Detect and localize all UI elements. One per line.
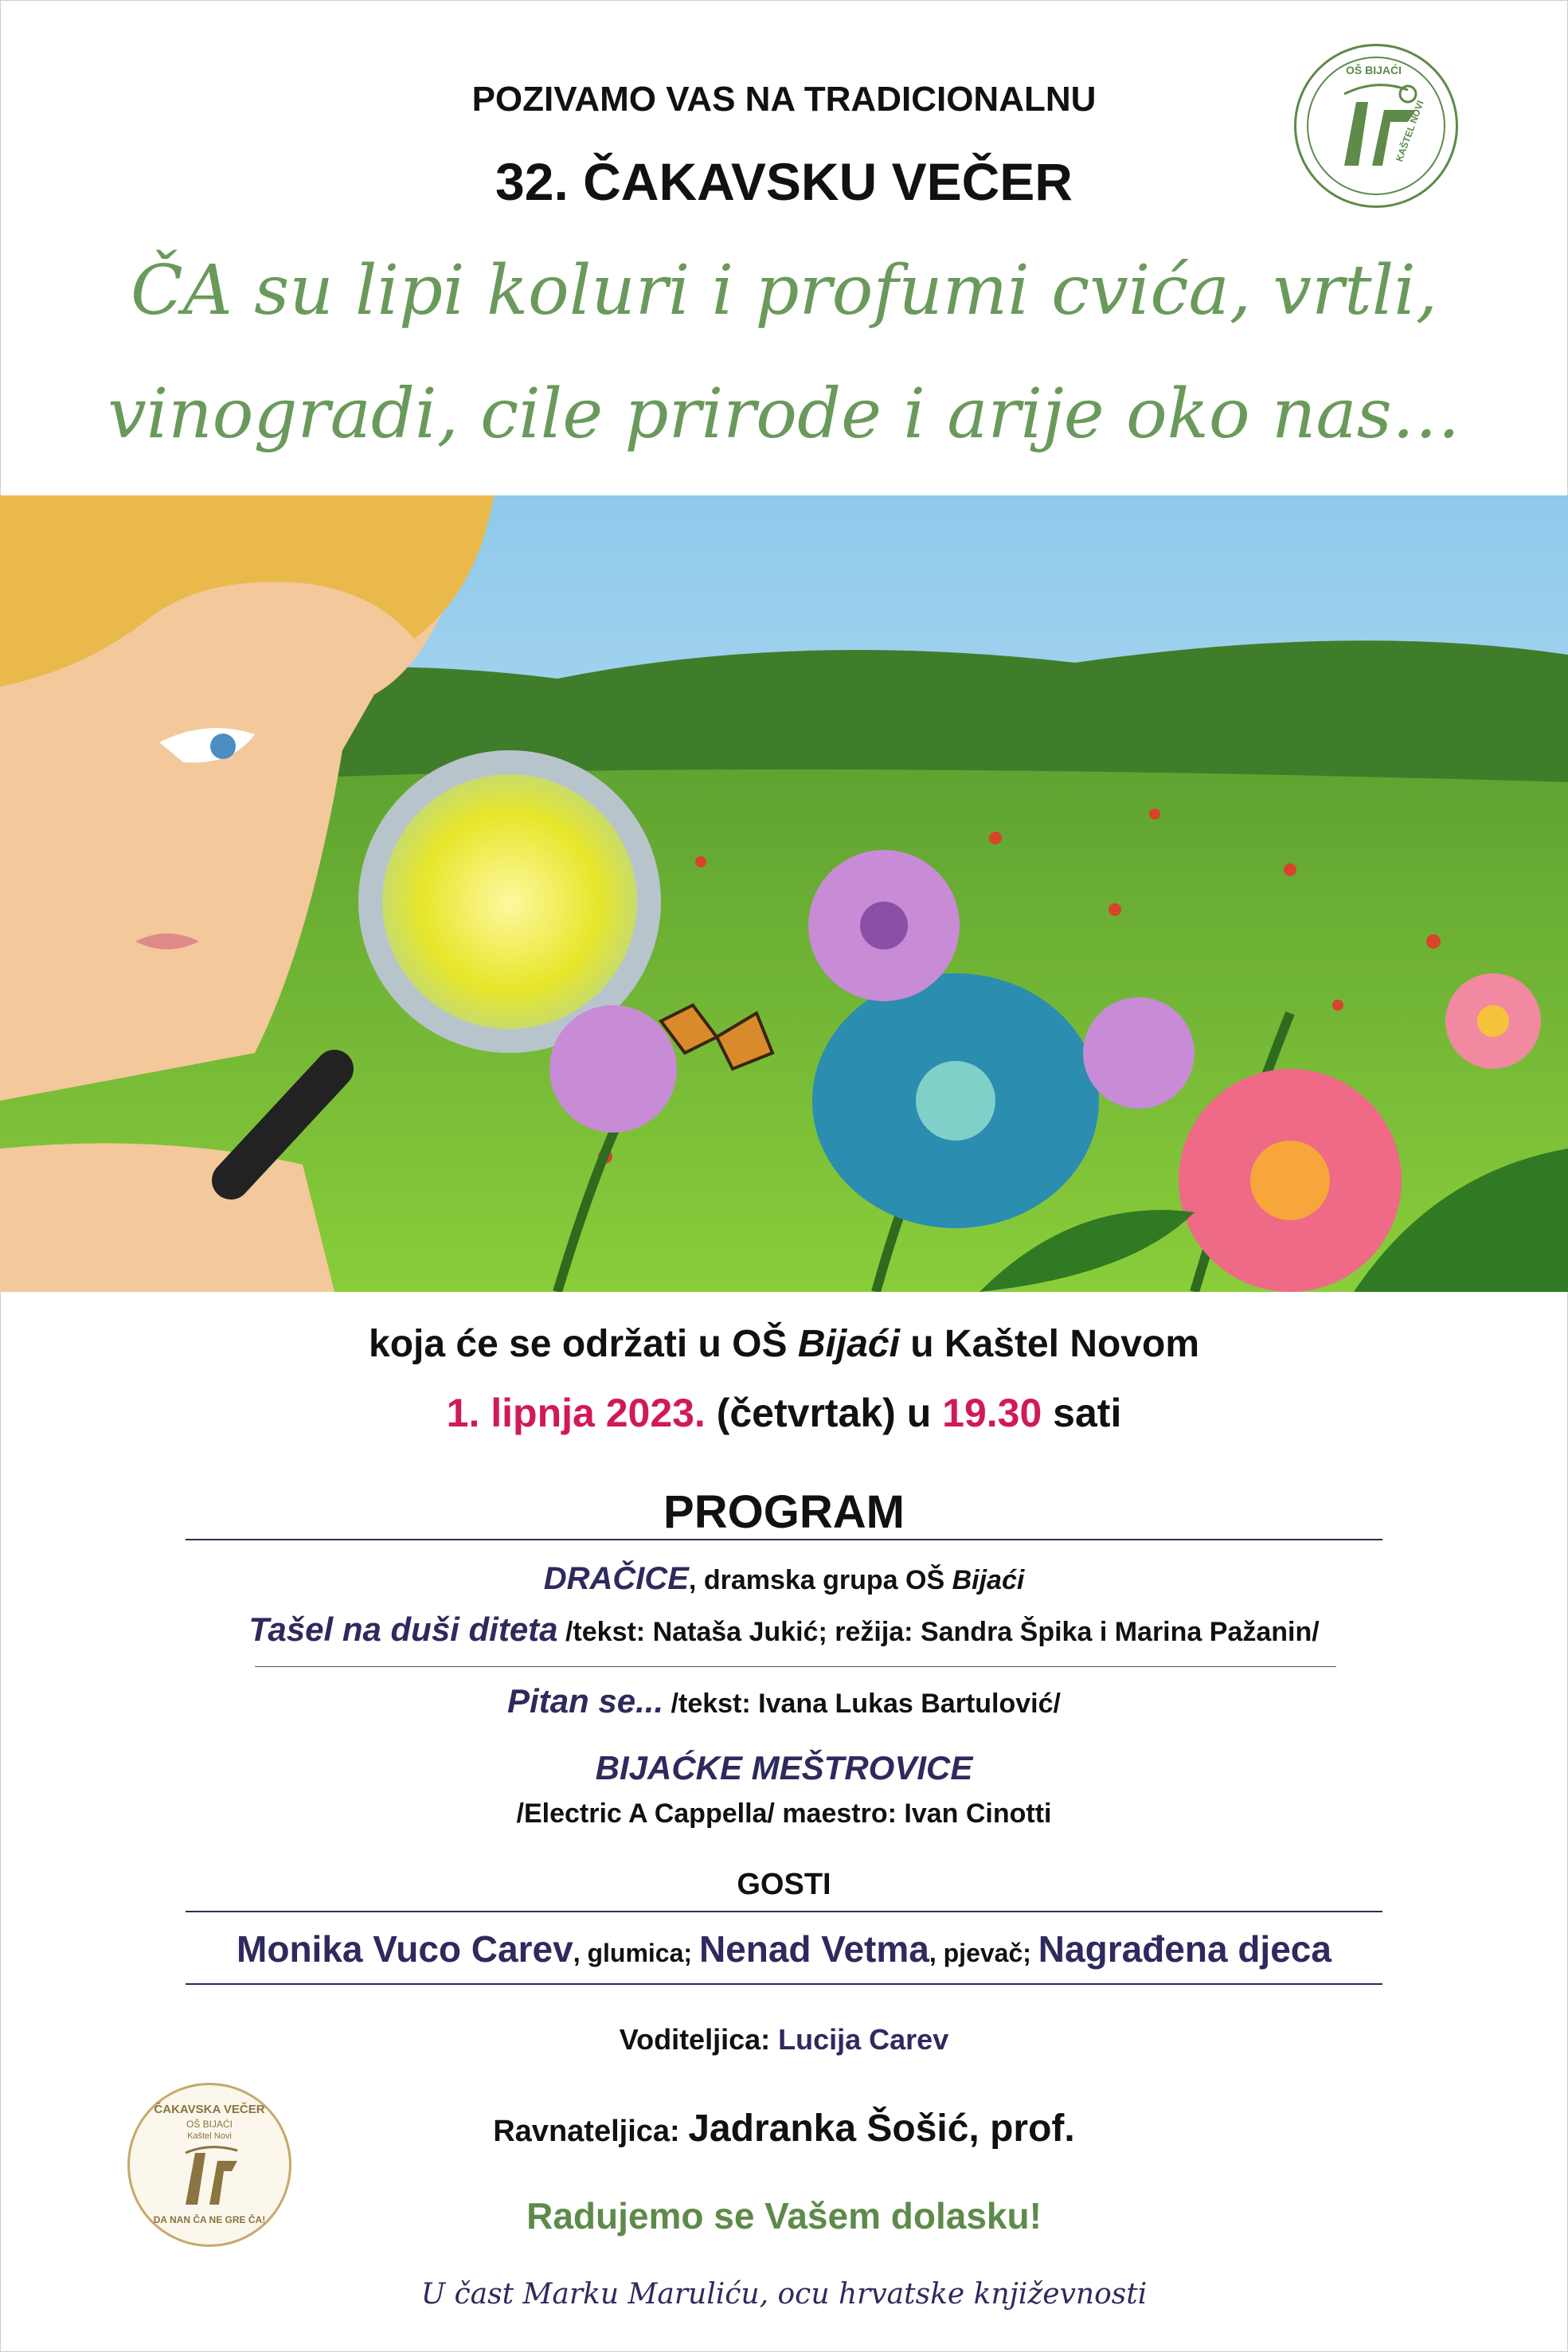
chakavian-evening-logo xyxy=(127,2083,291,2247)
logo-top-text-top: OŠ BIJAĆI xyxy=(1346,64,1402,76)
guests-title: GOSTI xyxy=(737,1868,831,1901)
principal-label: Ravnateljica: xyxy=(493,2115,689,2148)
play1-title: Tašel na duši diteta xyxy=(248,1610,558,1648)
guest-3: Nagrađena djeca xyxy=(1038,1928,1331,1970)
event-time-unit: sati xyxy=(1042,1391,1122,1435)
logo-ring-top: ČAKAVSKA VEČER xyxy=(154,2103,265,2116)
dedication-line: U čast Marku Maruliću, ocu hrvatske književnosti xyxy=(420,2278,1148,2311)
logo-top-text-bottom: KAŠTEL NOVI xyxy=(1394,99,1426,163)
motto-line-2: vinogradi, cile prirode i arije oko nas… xyxy=(108,374,1460,454)
venue-school: Bijaći xyxy=(797,1323,900,1365)
guest-2: Nenad Vetma xyxy=(698,1928,929,1970)
play2-line xyxy=(0,1682,1568,1720)
event-title: 32. ČAKAVSKU VEČER xyxy=(495,152,1073,211)
motto-line-1: ČA su lipi koluri i profumi cvića, vrtli, xyxy=(130,251,1438,331)
group-name: DRAČICE xyxy=(543,1561,689,1596)
guest-1-role: , glumica; xyxy=(573,1939,699,1967)
host-line xyxy=(0,2023,1568,2057)
date-line xyxy=(0,1390,1568,1436)
guest-1: Monika Vuco Carev xyxy=(237,1928,573,1970)
event-time: 19.30 xyxy=(942,1391,1042,1435)
play1-credits: /tekst: Nataša Jukić; režija: Sandra Špika i Marina Pažanin/ xyxy=(557,1617,1320,1647)
invite-line: POZIVAMO VAS NA TRADICIONALNU xyxy=(471,80,1097,119)
guests-rule-top xyxy=(186,1911,1382,1912)
host-label: Voditeljica: xyxy=(619,2023,779,2056)
play2-credits: /tekst: Ivana Lukas Bartulović/ xyxy=(663,1689,1061,1719)
logo-ring-bottom: DA NAN ČA NE GRE ČA! xyxy=(153,2214,266,2225)
host-name: Lucija Carev xyxy=(778,2023,949,2056)
play1-line xyxy=(0,1610,1568,1649)
venue-line xyxy=(0,1322,1568,1366)
venue-prefix: koja će se održati u OŠ xyxy=(369,1323,798,1365)
play2-title: Pitan se... xyxy=(507,1682,664,1720)
program-rule-top xyxy=(186,1539,1382,1540)
group-line xyxy=(0,1561,1568,1597)
choir-desc: /Electric A Cappella/ maestro: Ivan Cinotti xyxy=(516,1798,1052,1829)
illustration xyxy=(0,495,1568,1292)
welcome-line: Radujemo se Vašem dolasku! xyxy=(526,2195,1042,2237)
event-day: (četvrtak) u xyxy=(705,1391,943,1435)
event-date: 1. lipnja 2023. xyxy=(446,1391,706,1435)
venue-suffix: u Kaštel Novom xyxy=(899,1323,1199,1365)
choir-name: BIJAĆKE MEŠTROVICE xyxy=(595,1749,973,1787)
program-rule-mid xyxy=(255,1666,1336,1667)
program-title: PROGRAM xyxy=(663,1486,905,1538)
guests-line xyxy=(0,1927,1568,1970)
principal-name: Jadranka Šošić, prof. xyxy=(688,2107,1075,2150)
logo-ring-mid: OŠ BIJAĆI xyxy=(186,2119,233,2130)
guests-rule-bottom xyxy=(186,1983,1382,1985)
guest-2-role: , pjevač; xyxy=(929,1939,1038,1967)
group-desc: , dramska grupa OŠ xyxy=(688,1565,952,1595)
logo-ring-small: Kaštel Novi xyxy=(187,2131,232,2141)
group-school: Bijaći xyxy=(952,1565,1025,1595)
